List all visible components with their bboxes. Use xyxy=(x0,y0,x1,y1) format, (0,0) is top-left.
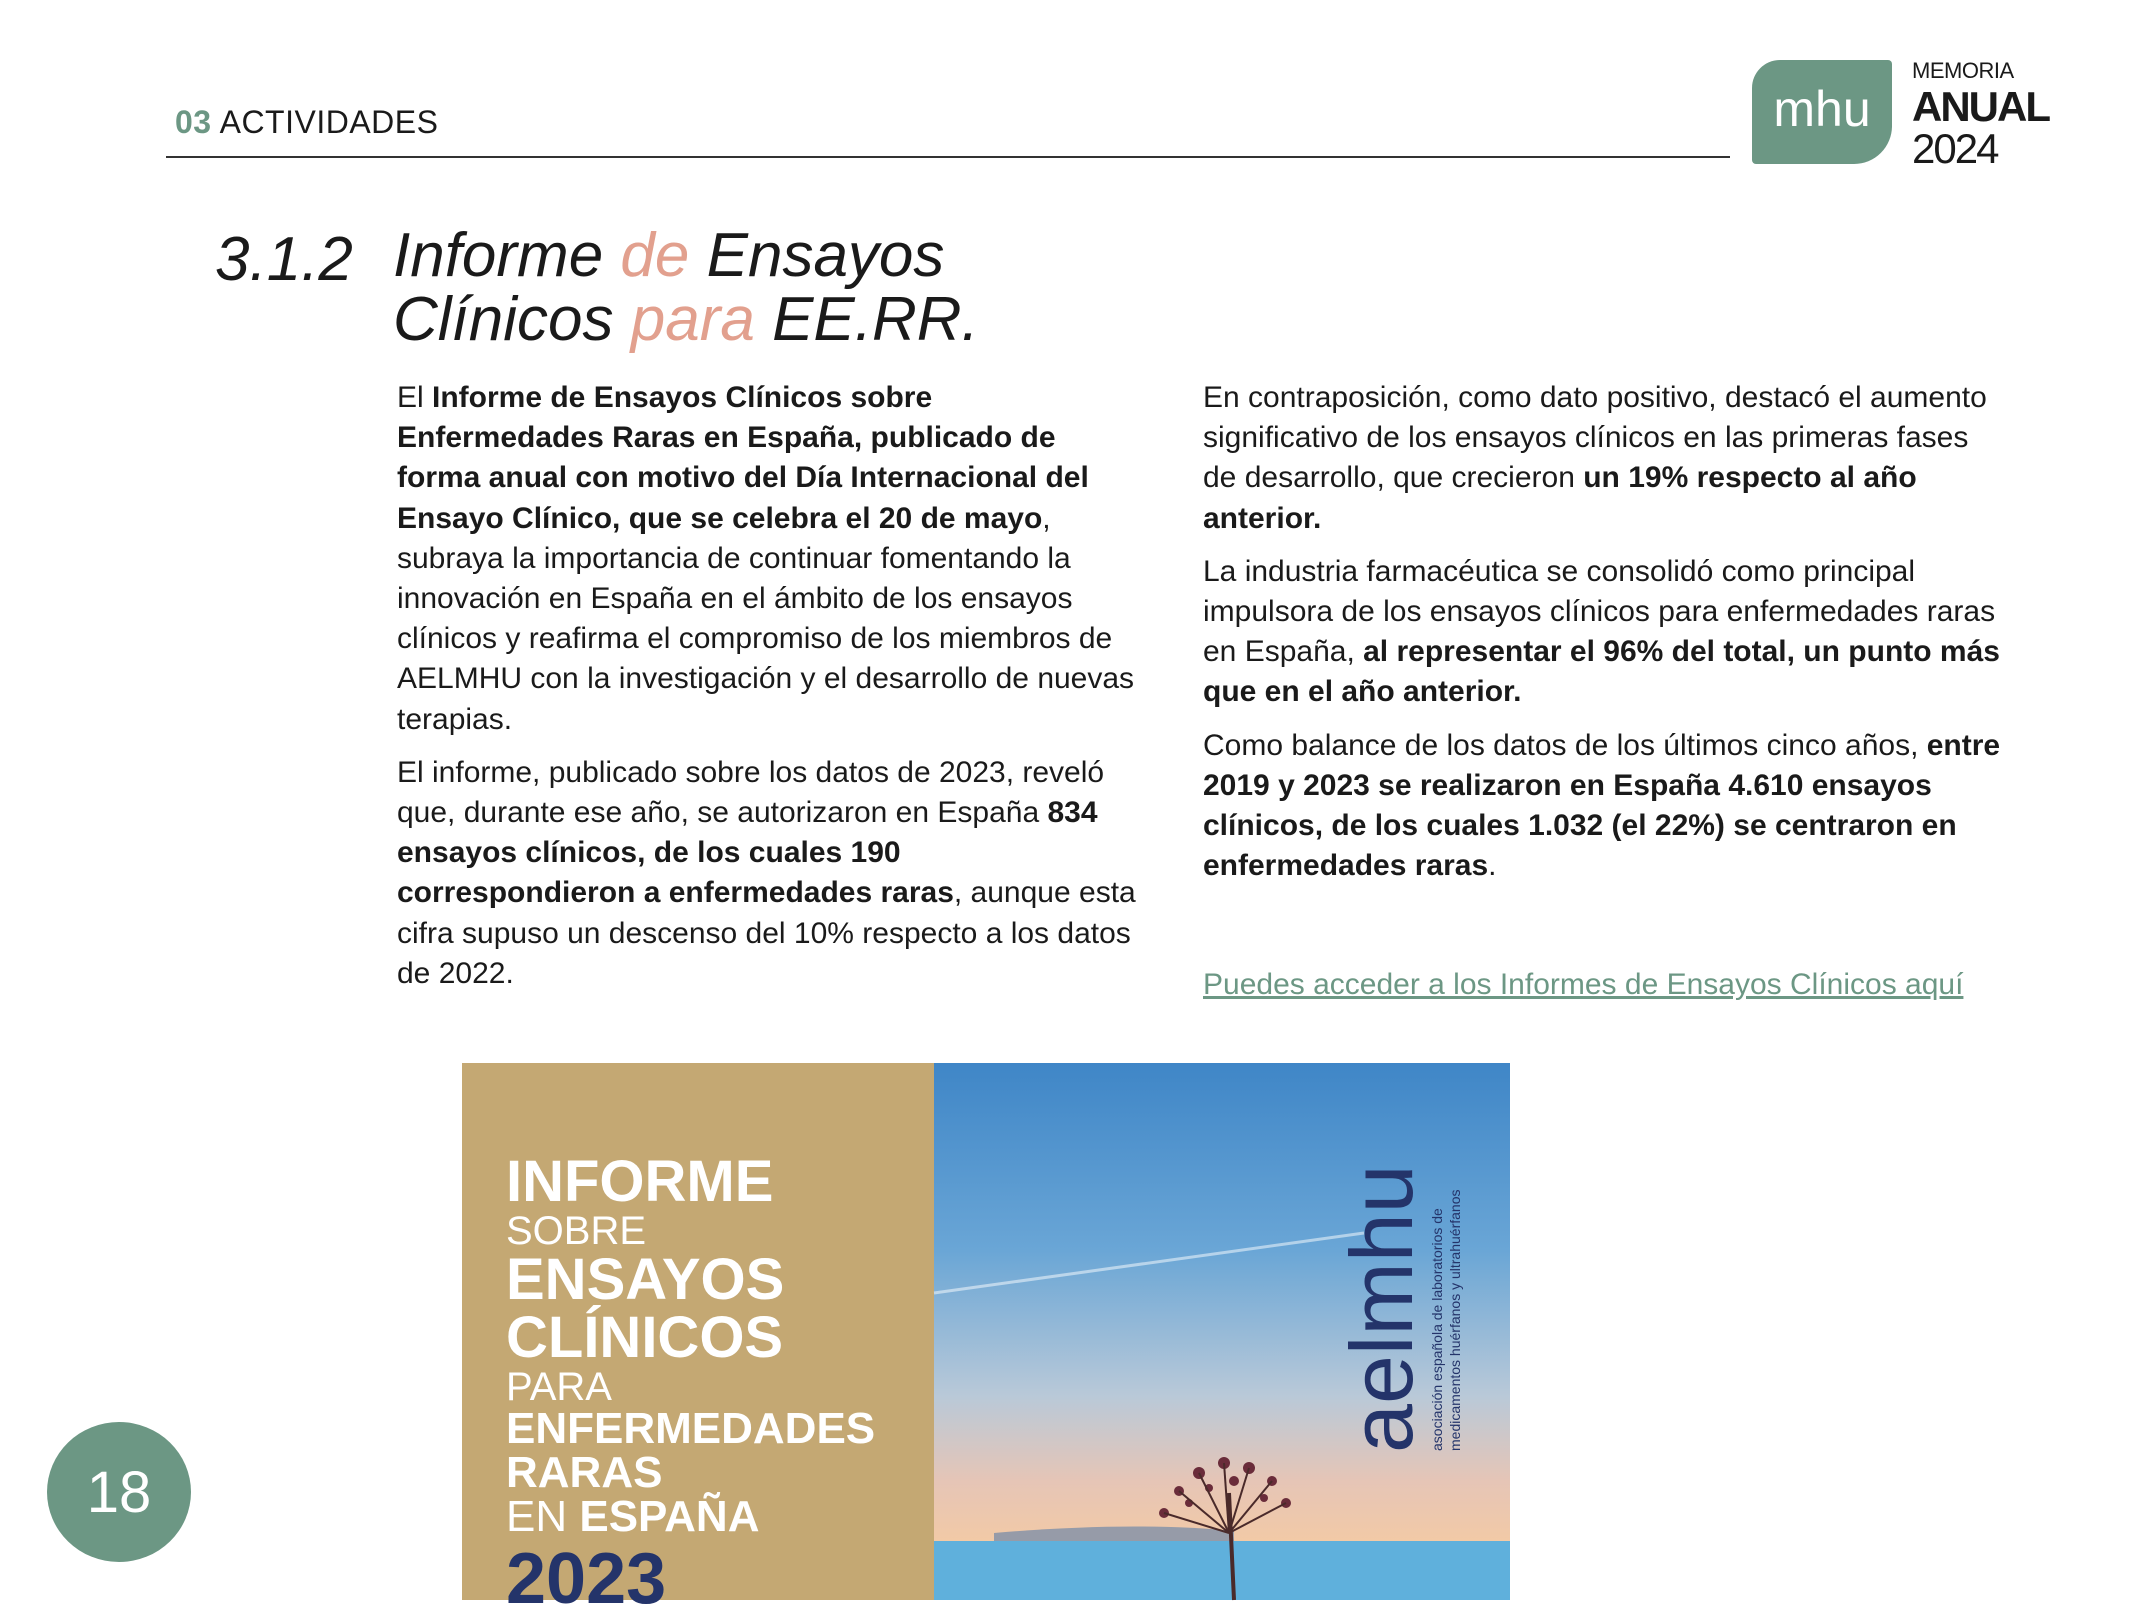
right-column xyxy=(1203,378,2003,899)
paragraph-text: , aunque esta cifra supuso un descenso del 10% respecto a los datos de 2022. xyxy=(397,876,1136,990)
page-number-badge: 18 xyxy=(47,1422,191,1562)
mhu-logo-text: mhu xyxy=(1773,81,1871,137)
aelmhu-tagline: medicamentos huérfanos y ultrahuérfanos xyxy=(1447,1189,1463,1451)
cover-word: EN xyxy=(506,1492,580,1541)
section-label xyxy=(175,104,438,141)
paragraph-bold: entre 2019 y 2023 se realizaron en España 4.610 ensayos clínicos, de los cuales 1.032 (el 22%) se centraron en enfermedades raras xyxy=(1203,728,2001,883)
cover-word: SOBRE xyxy=(506,1209,647,1253)
cover-word: RARAS xyxy=(506,1448,663,1497)
title-text: EE.RR. xyxy=(754,285,979,354)
distant-hill xyxy=(994,1526,1234,1543)
header-divider xyxy=(166,156,1730,158)
title-text: Informe xyxy=(393,221,621,290)
aelmhu-logo xyxy=(1332,1083,1472,1463)
paragraph-text: , subraya la importancia de continuar fomentando la innovación en España en el ámbito de los ensayos clínicos y reafirma el compromiso de los miembros de AELMHU con la investigación y el desarrollo de nuevas terapias. xyxy=(397,501,1135,736)
section-name: ACTIVIDADES xyxy=(219,104,439,140)
paragraph-bold: un 19% respecto al año anterior. xyxy=(1203,461,1917,535)
section-number: 03 xyxy=(175,104,212,140)
title-text: Ensayos xyxy=(689,221,945,290)
paragraph-text: La industria farmacéutica se consolidó como principal impulsora de los ensayos clínicos para enfermedades raras en España, xyxy=(1203,554,1996,669)
paragraph-bold: Informe de Ensayos Clínicos sobre Enfermedades Raras en España, publicado de forma anual con motivo del Día Internacional del Ensayo Clínico, que se celebra el 20 de mayo xyxy=(397,381,1089,535)
cover-word: ESPAÑA xyxy=(579,1492,760,1541)
paragraph-text: . xyxy=(1488,849,1497,883)
paragraph-text: Como balance de los datos de los últimos cinco años, xyxy=(1203,728,1927,762)
paragraph xyxy=(397,378,1137,740)
cover-year: 2023 xyxy=(506,1539,667,1619)
cover-title xyxy=(506,1149,876,1619)
paragraph xyxy=(1203,726,2003,887)
paragraph-bold: 834 ensayos clínicos, de los cuales 190 correspondieron a enfermedades raras xyxy=(397,796,1098,910)
cover-word: ENFERMEDADES xyxy=(506,1404,876,1453)
aelmhu-logo-text: aelmhu xyxy=(1332,1164,1431,1453)
memoria-label: MEMORIA xyxy=(1912,58,2014,83)
paragraph xyxy=(1203,378,2003,539)
cover-word: ENSAYOS xyxy=(506,1247,785,1312)
title-accent: para xyxy=(630,285,755,354)
cover-word: PARA xyxy=(506,1365,612,1409)
paragraph-bold: al representar el 96% del total, un punto más que en el año anterior. xyxy=(1203,635,2000,709)
paragraph-text: En contraposición, como dato positivo, destacó el aumento significativo de los ensayos clínicos en las primeras fases de desarrollo, que crecieron xyxy=(1203,381,1987,495)
anual-label: ANUAL xyxy=(1912,83,2049,130)
section-title-number: 3.1.2 xyxy=(215,225,353,294)
aelmhu-tagline: asociación española de laboratorios de xyxy=(1429,1208,1445,1451)
report-label xyxy=(1912,60,2049,170)
sea xyxy=(934,1541,1510,1600)
contrail xyxy=(934,1233,1364,1293)
section-title xyxy=(393,221,979,354)
report-year: 2024 xyxy=(1912,125,1998,172)
cover-word: INFORME xyxy=(506,1149,774,1214)
cover-gold-panel xyxy=(462,1063,934,1619)
paragraph-text: El informe, publicado sobre los datos de 2023, reveló que, durante ese año, se autorizaron en España xyxy=(397,755,1105,830)
paragraph-text: El xyxy=(397,381,433,414)
mhu-logo xyxy=(1752,60,1892,164)
title-text: Clínicos xyxy=(393,285,631,354)
title-accent: de xyxy=(620,221,690,290)
cover-word: CLÍNICOS xyxy=(506,1305,784,1370)
reports-link[interactable]: Puedes acceder a los Informes de Ensayos Clínicos aquí xyxy=(1203,968,1964,1001)
paragraph xyxy=(397,753,1137,994)
paragraph xyxy=(1203,552,2003,713)
left-column xyxy=(397,378,1137,1007)
report-cover-image xyxy=(462,1063,1510,1619)
